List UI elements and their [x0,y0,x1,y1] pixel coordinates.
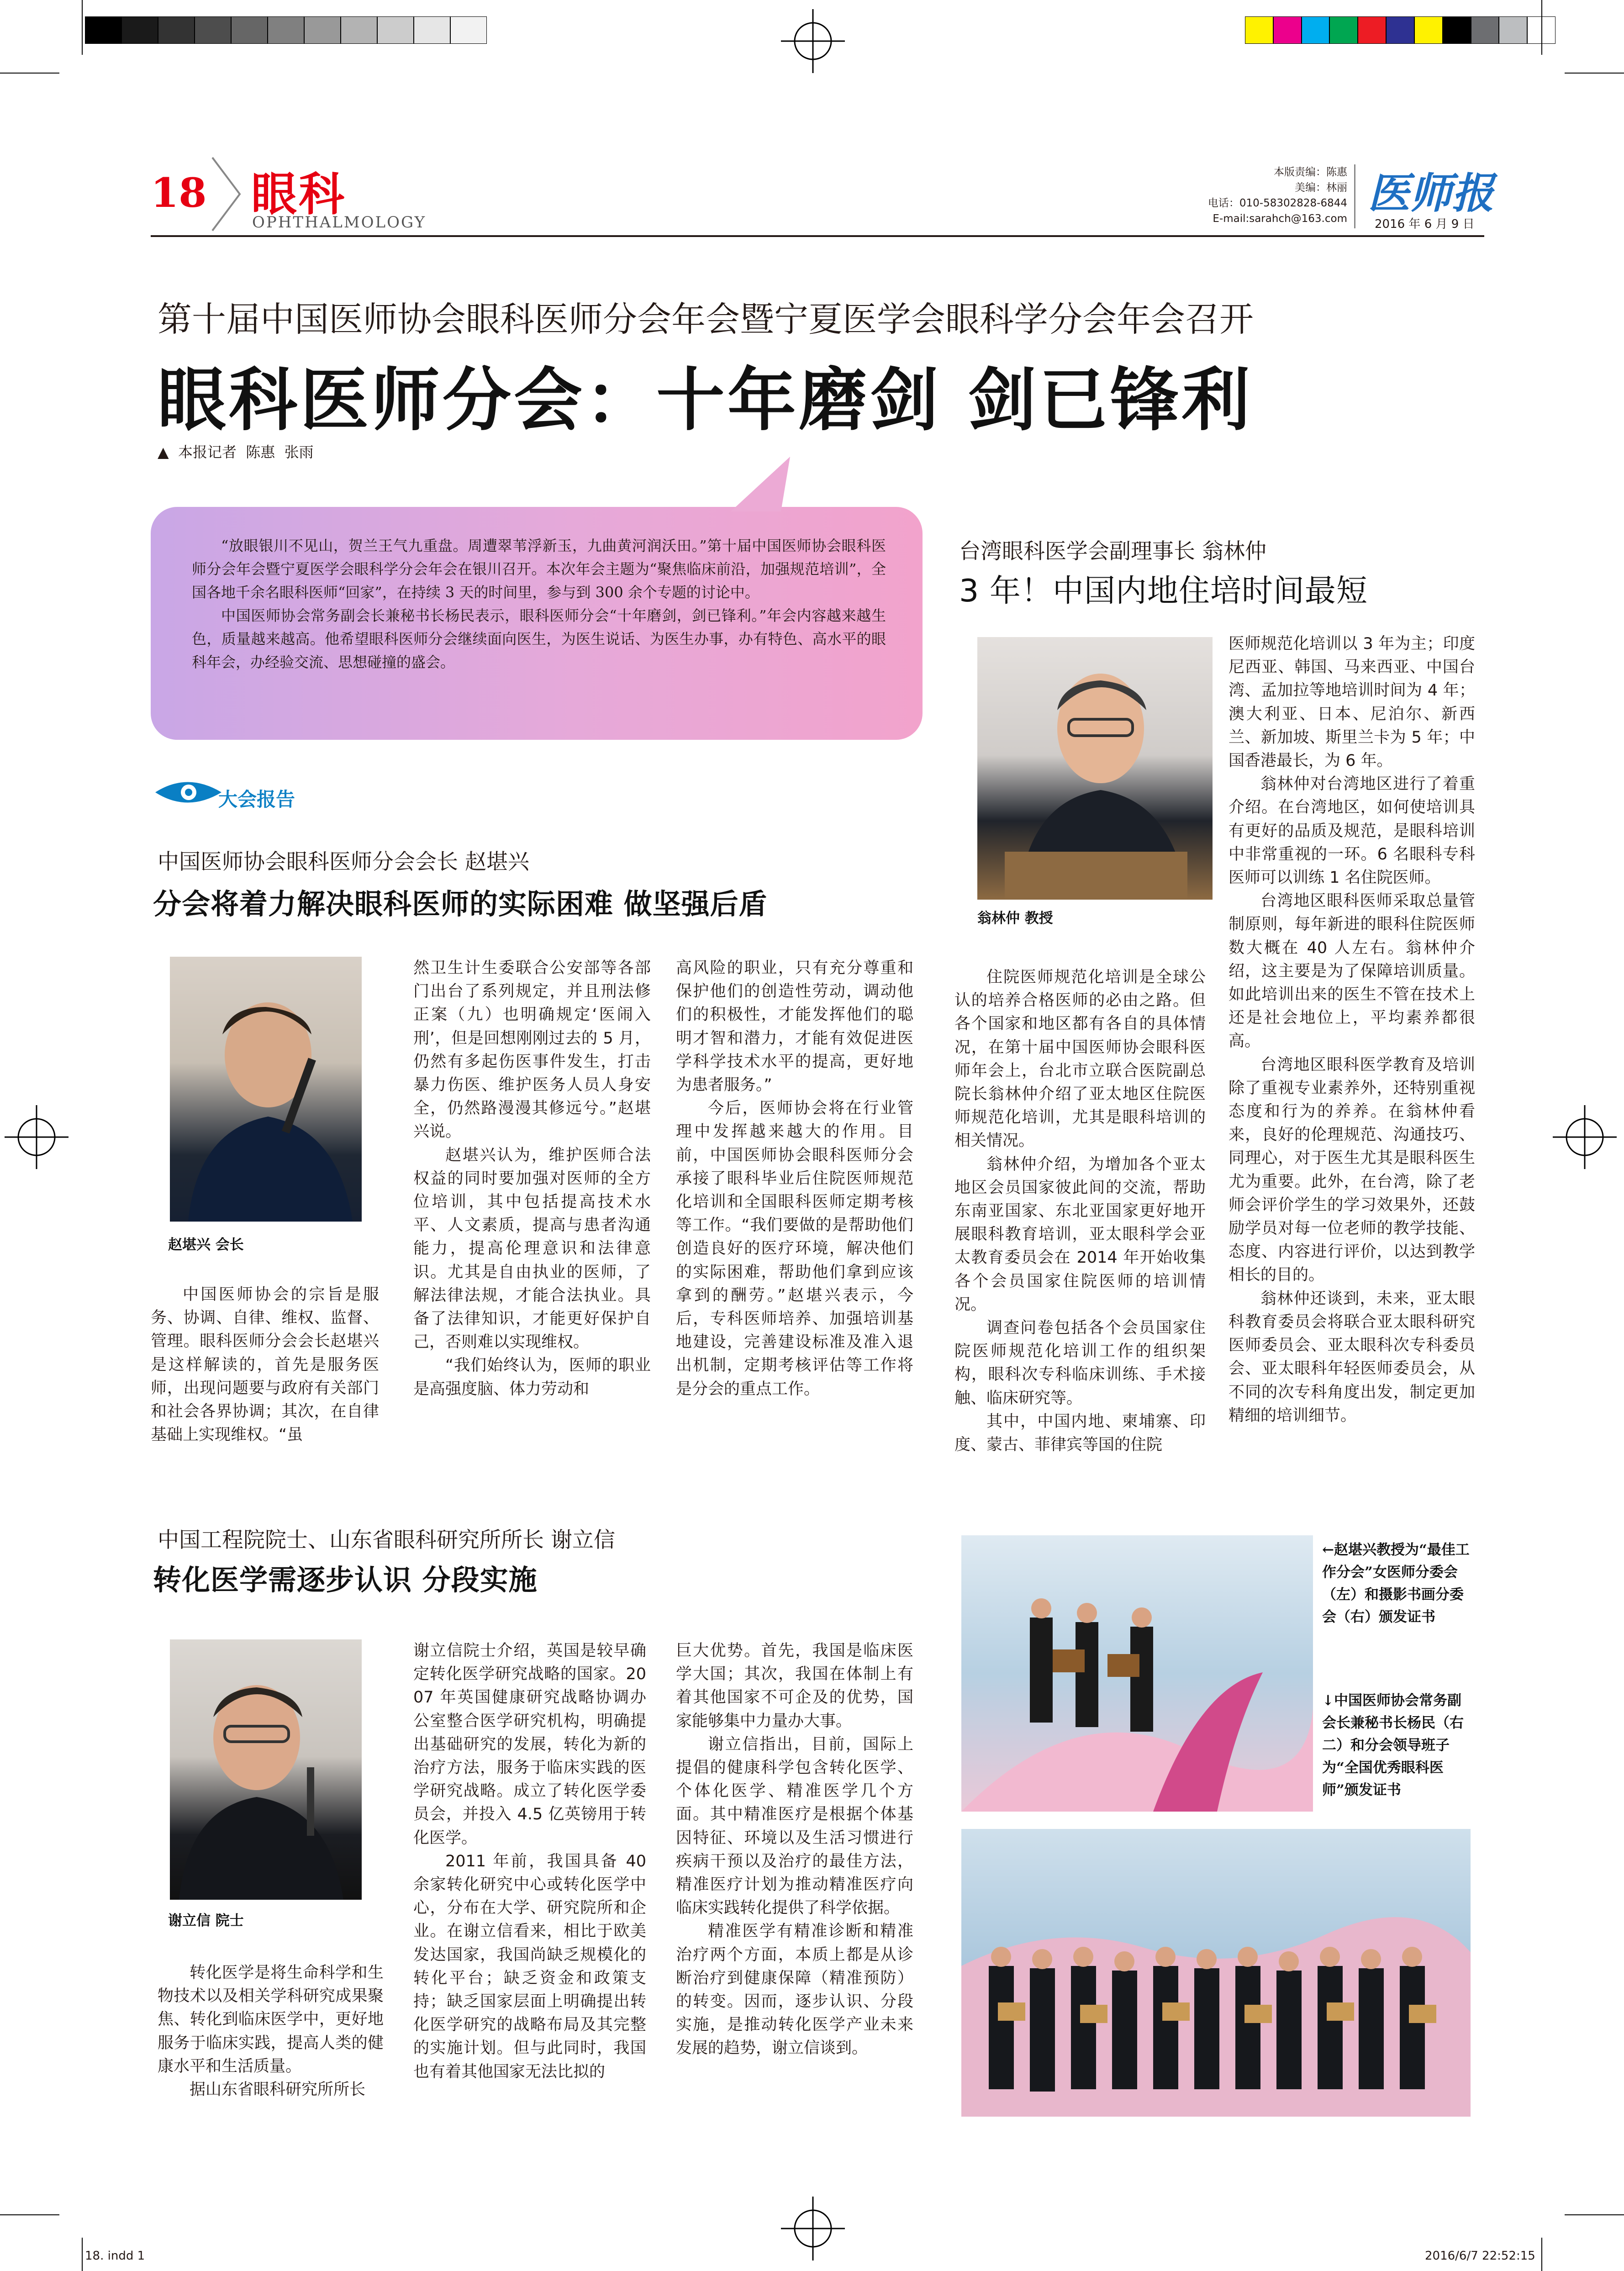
xie-col3-paragraph-2: 谢立信指出，目前，国际上提倡的健康科学包含转化医学、个体化医学、精准医学几个方面。其中精准医疗是根据个体基因特征、环境以及生活习惯进行疾病干预以及治疗的最佳方法，精准医疗计划为推动精准医疗向临床实践转化提供了科学依据。 [676,1735,913,1918]
xie-col2-paragraph-1: 谢立信院士介绍，英国是较早确定转化医学研究战略的国家。2007 年英国健康研究战略协调办公室整合医学研究机构，明确提出基础研究的发展，转化为新的治疗方法，服务于临床实践的医学研究战略。成立了转化医学委员会，并投入 4.5 亿英镑用于转化医学。 [413,1642,646,1847]
intro-text [192,534,886,674]
weng-kicker: 台湾眼科医学会副理事长 翁林仲 [959,539,1266,564]
xie-title: 转化医学需逐步认识 分段实施 [153,1563,538,1597]
weng-column-right [1229,632,1475,1428]
xie-column-1 [158,1961,384,2102]
header-divider [1354,164,1355,228]
chevron-divider-icon [208,155,244,233]
weng-column-left [954,966,1206,1457]
weng-right-paragraph-2: 翁林仲对台湾地区进行了着重介绍。在台湾地区，如何使培训具有更好的品质及规范，是眼科培训中非常重视的一环。6 名眼科专科医师可以训练 1 名住院医师。 [1229,775,1475,887]
zhao-col3-paragraph-2: 今后，医师协会将在行业管理中发挥越来越大的作用。目前，中国医师协会眼科医师分会承接了眼科毕业后住院医师规范化培训和全国眼科医师定期考核等工作。“我们要做的是帮助他们创造良好的医疗环境，解决他们的实际困难，帮助他们拿到应该拿到的酬劳。”赵堪兴表示，今后，专科医师培养、加强培训基地建设，完善建设标准及准入退出机制，定期考核评估等工作将是分会的重点工作。 [676,1099,913,1398]
portrait-xie [170,1639,362,1900]
weng-left-paragraph-4: 其中，中国内地、柬埔寨、印度、蒙古、菲律宾等国的住院 [954,1412,1206,1454]
zhao-column-3 [676,957,913,1401]
weng-right-paragraph-4: 台湾地区眼科医学教育及培训除了重视专业素养外，还特别重视态度和行为的养养。在翁林仲看来，良好的伦理规范、沟通技巧、同理心，对于医生尤其是眼科医生尤为重要。此外，在台湾，除了老师会评价学生的学习效果外，还鼓励学员对每一位老师的教学技能、态度、内容进行评价，以达到教学相长的目的。 [1229,1055,1475,1285]
masthead-logo: 医师报 [1368,169,1494,218]
zhao-photo [170,957,362,1222]
headline-kicker: 第十届中国医师协会眼科医师分会年会暨宁夏医学会眼科学分会年会召开 [158,299,1254,339]
report-tag: 大会报告 [218,788,295,811]
weng-right-paragraph-5: 翁林仲还谈到，未来，亚太眼科教育委员会将联合亚太眼科研究医师委员会、亚太眼科次专科委员会、亚太眼科年轻医师委员会，从不同的次专科角度出发，制定更加精细的培训细节。 [1229,1289,1475,1425]
eye-logo-icon [153,776,224,808]
portrait-weng [977,637,1213,900]
award-scene-group [961,1829,1471,2117]
intro-paragraph-2: 中国医师协会常务副会长兼秘书长杨民表示，眼科医师分会“十年磨剑，剑已锋利。”年会内容越来越生色，质量越来越高。他希望眼科医师分会继续面向医生，为医生说话、为医生办事，办有特色、高水平的眼科年会，办经验交流、思想碰撞的盛会。 [192,607,886,671]
weng-title: 3 年！中国内地住培时间最短 [959,573,1368,609]
zhao-kicker: 中国医师协会眼科医师分会会长 赵堪兴 [158,849,529,875]
section-subtitle: OPHTHALMOLOGY [252,213,427,232]
email-line: E-mail:sarahch@163.com [1213,213,1347,225]
issue-date: 2016 年 6 月 9 日 [1375,217,1475,231]
xie-col3-paragraph-1: 巨大优势。首先，我国是临床医学大国；其次，我国在体制上有着其他国家不可企及的优势，国家能够集中力量办大事。 [676,1642,913,1730]
portrait-zhao [170,957,362,1222]
weng-right-paragraph-3: 台湾地区眼科医师采取总量管制原则，每年新进的眼科住院医师数大概在 40 人左右。翁林仲介绍，这主要是为了保障培训质量。如此培训出来的医生不管在技术上还是社会地位上，平均素养都很高。 [1229,892,1475,1051]
xie-kicker: 中国工程院院士、山东省眼科研究所所长 谢立信 [158,1528,615,1553]
xie-column-2 [413,1639,646,2084]
zhao-col1-paragraph-1: 中国医师协会的宗旨是服务、协调、自律、维权、监督、管理。眼科医师分会会长赵堪兴是这样解读的，首先是服务医师，出现问题要与政府有关部门和社会各界协调；其次，在自律基础上实现维权。“虽 [151,1286,379,1444]
intro-bubble-tail [712,452,804,511]
xie-column-3 [676,1639,913,2060]
phone-line: 电话：010-58302828-6844 [1207,197,1347,209]
slug-file: 18. indd 1 [85,2249,145,2263]
award-scene-small [961,1535,1313,1812]
weng-photo-caption: 翁林仲 教授 [977,910,1053,927]
zhao-col2-paragraph-3: “我们始终认为，医师的职业是高强度脑、体力劳动和 [413,1356,651,1398]
zhao-title: 分会将着力解决眼科医师的实际困难 做坚强后盾 [153,887,768,921]
xie-col2-paragraph-2: 2011 年前，我国具备 40 余家转化研究中心或转化医学中心，分布在大学、研究院所和企业。在谢立信看来，相比于欧美发达国家，我国尚缺乏规模化的转化平台；缺乏资金和政策支持；缺乏国家层面上明确提出转化医学研究的战略布局及其完整的实施计划。但与此同时，我国也有着其他国家无法比拟的 [413,1852,646,2081]
xie-col1-paragraph-2: 据山东省眼科研究所所长 [190,2081,366,2099]
header-rule [151,235,1484,237]
slug-date: 2016/6/7 22:52:15 [1425,2249,1535,2263]
art-editor-line: 美编：林丽 [1295,182,1347,194]
section-title: 眼科 [251,168,346,221]
weng-left-paragraph-1: 住院医师规范化培训是全球公认的培养合格医师的必由之路。但各个国家和地区都有各自的具体情况，在第十届中国医师协会眼科医师年会上，台北市立联合医院副总院长翁林仲介绍了亚太地区住院医师规范化培训，尤其是眼科培训的相关情况。 [954,968,1206,1150]
award-photo-small [961,1535,1313,1812]
editor-line: 本版责编：陈惠 [1274,166,1347,178]
page-number: 18 [151,169,207,216]
weng-photo [977,637,1213,900]
zhao-col2-paragraph-2: 赵堪兴认为，维护医师合法权益的同时要加强对医师的全方位培训，其中包括提高技术水平、人文素质，提高与患者沟通能力，提高伦理意识和法律意识。尤其是自由执业的医师，了解法律法规，才能合法执业。具备了法律知识，才能更好保护自己，否则难以实现维权。 [413,1146,651,1352]
xie-photo [170,1639,362,1900]
weng-left-paragraph-3: 调查问卷包括各个会员国家住院医师规范化培训工作的组织架构，眼科次专科临床训练、手术接触、临床研究等。 [954,1319,1206,1407]
xie-photo-caption: 谢立信 院士 [168,1913,244,1929]
award-photo-group [961,1829,1471,2117]
xie-col3-paragraph-3: 精准医学有精准诊断和精准治疗两个方面，本质上都是从诊断治疗到健康保障（精准预防）的转变。因而，逐步认识、分段实施，是推动转化医学产业未来发展的趋势，谢立信谈到。 [676,1922,913,2058]
zhao-column-1 [151,1283,379,1447]
zhao-column-2 [413,957,651,1401]
xie-col1-paragraph-1: 转化医学是将生命科学和生物技术以及相关学科研究成果聚焦、转化到临床医学中，更好地服务于临床实践，提高人类的健康水平和生活质量。 [158,1964,384,2076]
zhao-col3-paragraph-1: 高风险的职业，只有充分尊重和保护他们的创造性劳动，调动他们的积极性，才能发挥他们的聪明才智和潜力，才能有效促进医学科学技术水平的提高，更好地为患者服务。” [676,959,913,1095]
intro-paragraph-1: “放眼银川不见山，贺兰王气九重盘。周遭翠苇浮新玉，九曲黄河润沃田。”第十届中国医师协会眼科医师分会年会暨宁夏医学会眼科学分会年会在银川召开。本次年会主题为“聚焦临床前沿，加强规范培训”，全国各地千余名眼科医师“回家”，在持续 3 天的时间里，参与到 300 余个专题的讨论中。 [192,537,886,601]
zhao-col2-paragraph-1: 然卫生计生委联合公安部等各部门出台了系列规定，并且刑法修正案（九）也明确规定‘医闹入刑’，但是回想刚刚过去的 5 月，仍然有多起伤医事件发生，打击暴力伤医、维护医务人员人身安全，仍然路漫漫其修远兮。”赵堪兴说。 [413,959,651,1141]
weng-left-paragraph-2: 翁林仲介绍，为增加各个亚太地区会员国家彼此间的交流，帮助东南亚国家、东北亚国家更好地开展眼科教育培训，亚太眼科学会亚太教育委员会在 2014 年开始收集各个会员国家住院医师的培训情况。 [954,1155,1206,1314]
weng-right-paragraph-1: 医师规范化培训以 3 年为主；印度尼西亚、韩国、马来西亚、中国台湾、孟加拉等地培训时间为 4 年；澳大利亚、日本、尼泊尔、新西兰、新加坡、斯里兰卡为 5 年；中国香港最长，为 6 年。 [1229,635,1475,770]
editor-info [1187,164,1347,227]
headline-title: 眼科医师分会：十年磨剑 剑已锋利 [158,361,1253,440]
caption-group-award: ↓中国医师协会常务副会长兼秘书长杨民（右二）和分会领导班子为“全国优秀眼科医师”颁发证书 [1322,1692,1464,1798]
caption-left-award: ←赵堪兴教授为“最佳工作分会”女医师分委会（左）和摄影书画分委会（右）颁发证书 [1322,1542,1470,1625]
zhao-photo-caption: 赵堪兴 会长 [168,1237,244,1253]
headline-byline: ▲ 本报记者 陈惠 张雨 [158,443,314,461]
